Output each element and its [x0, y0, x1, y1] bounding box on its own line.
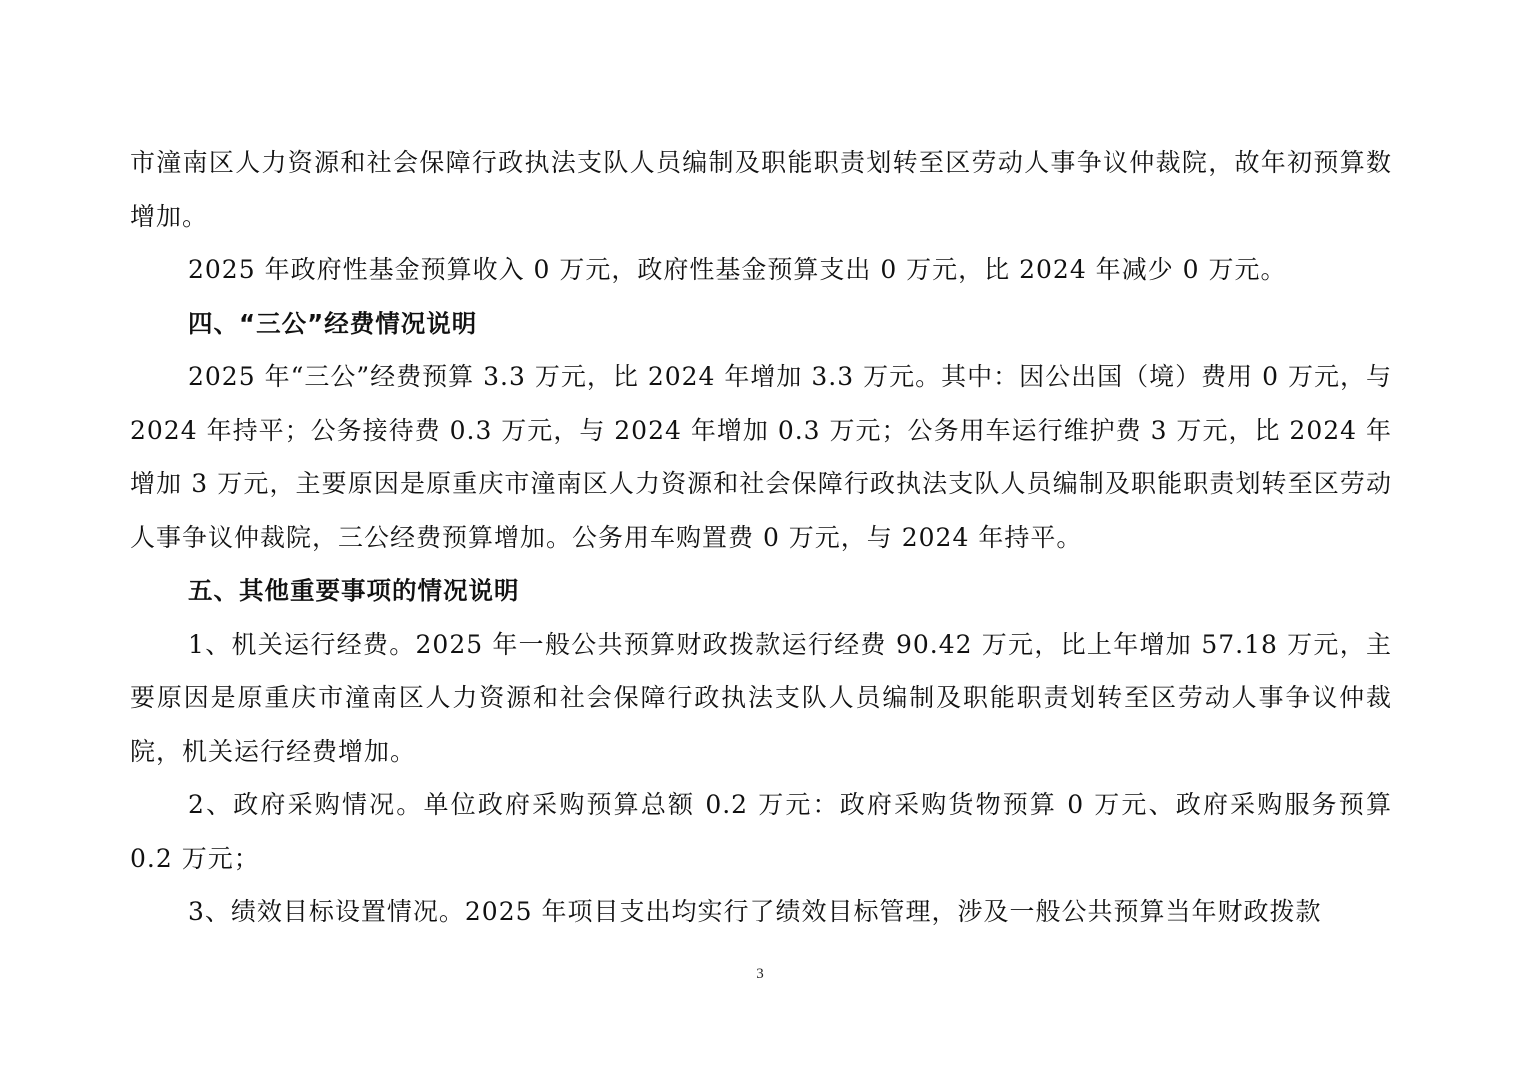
paragraph-government-procurement: 2、政府采购情况。单位政府采购预算总额 0.2 万元：政府采购货物预算 0 万元、政府采购服务预算 0.2 万元；	[130, 790, 1392, 873]
page-number: 3	[756, 966, 764, 982]
paragraph-performance-targets: 3、绩效目标设置情况。2025 年项目支出均实行了绩效目标管理，涉及一般公共预算当年财政拨款	[188, 897, 1322, 926]
document-body	[130, 136, 1392, 939]
paragraph-government-fund-budget: 2025 年政府性基金预算收入 0 万元，政府性基金预算支出 0 万元，比 2024 年减少 0 万元。	[188, 255, 1287, 284]
section-heading-three-public-expenses: 四、“三公”经费情况说明	[188, 308, 478, 338]
paragraph-operating-expenses: 1、机关运行经费。2025 年一般公共预算财政拨款运行经费 90.42 万元，比上年增加 57.18 万元，主要原因是原重庆市潼南区人力资源和社会保障行政执法支队人员编制及职能职责划转至区劳动人事争议仲裁院，机关运行经费增加。	[130, 629, 1392, 766]
section-heading-other-matters: 五、其他重要事项的情况说明	[188, 576, 520, 605]
paragraph-continuation: 市潼南区人力资源和社会保障行政执法支队人员编制及职能职责划转至区劳动人事争议仲裁院，故年初预算数增加。	[130, 148, 1392, 231]
paragraph-three-public-expenses: 2025 年“三公”经费预算 3.3 万元，比 2024 年增加 3.3 万元。其中：因公出国（境）费用 0 万元，与 2024 年持平；公务接待费 0.3 万元，与 2024 年增加 0.3 万元；公务用车运行维护费 3 万元，比 2024 年增加 3 万元，主要原因是原重庆市潼南区人力资源和社会保障行政执法支队人员编制及职能职责划转至区劳动人事争议仲裁院，三公经费预算增加。公务用车购置费 0 万元，与 2024 年持平。	[130, 362, 1392, 552]
